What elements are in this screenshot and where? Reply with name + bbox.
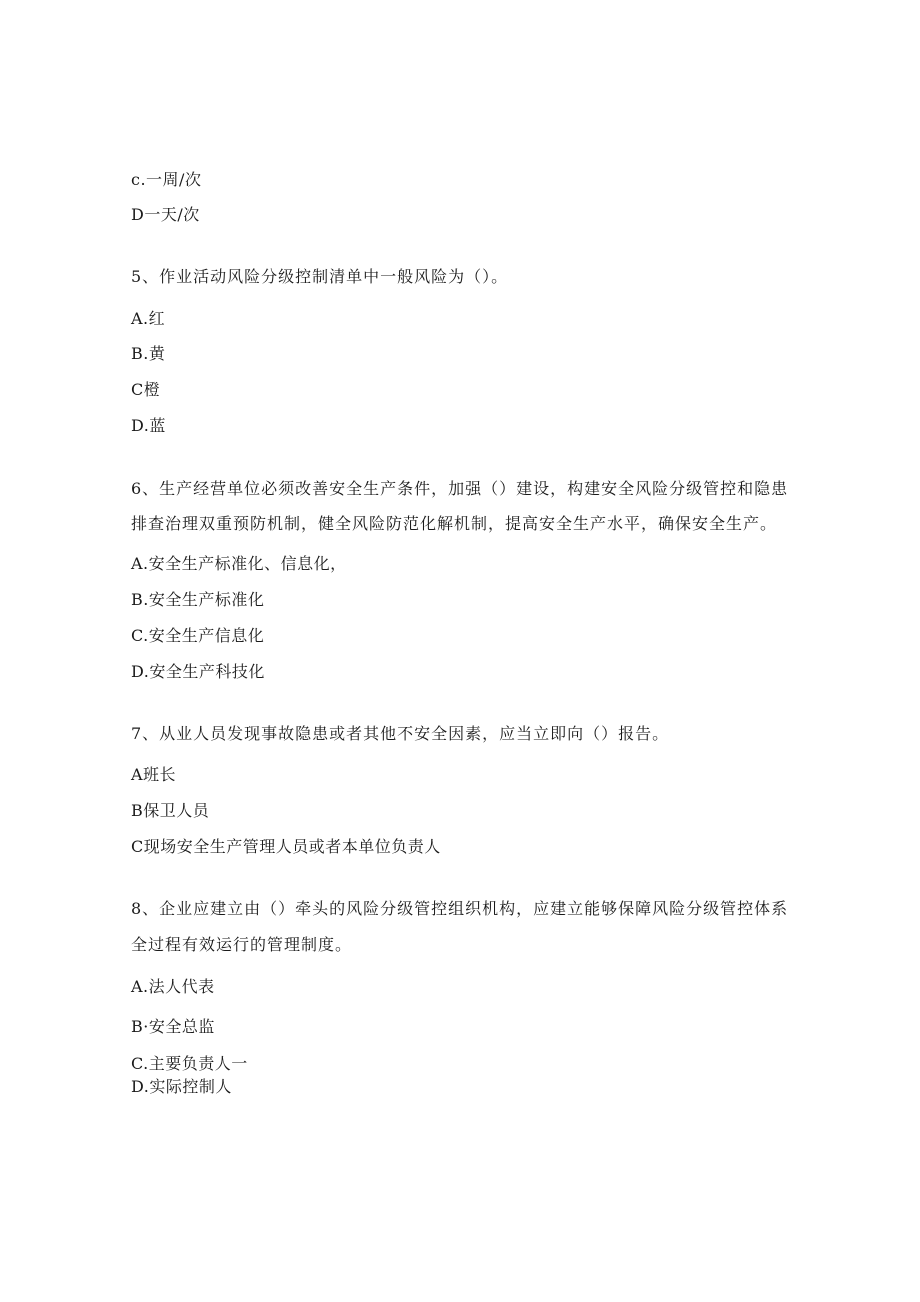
question-6-line-2: 排查治理双重预防机制，健全风险防范化解机制，提高安全生产水平，确保安全生产。 [131,514,778,533]
option-c: C.安全生产信息化 [131,626,265,645]
question-6-line-1: 6、生产经营单位必须改善安全生产条件，加强（）建设，构建安全风险分级管控和隐患 [131,479,789,498]
option-d: D.安全生产科技化 [131,662,265,681]
option-a: A班长 [131,765,177,784]
question-7: 7、从业人员发现事故隐患或者其他不安全因素，应当立即向（）报告。 [131,724,670,743]
option-b: B.黄 [131,344,166,363]
option-d: D.实际控制人 [131,1077,232,1096]
question-5: 5、作业活动风险分级控制清单中一般风险为（）。 [131,267,509,286]
option-a: A.安全生产标准化、信息化， [131,554,347,573]
option-a: A.法人代表 [131,977,215,996]
option-a: A.红 [131,309,166,328]
option-c: C橙 [131,380,161,399]
option-d: D一天/次 [131,205,200,224]
question-8-line-2: 全过程有效运行的管理制度。 [131,935,353,954]
option-c: C现场安全生产管理人员或者本单位负责人 [131,837,441,856]
question-8-line-1: 8、企业应建立由（）牵头的风险分级管控组织机构，应建立能够保障风险分级管控体系 [131,899,789,918]
option-b: B·安全总监 [131,1017,215,1036]
option-c: c.一周/次 [131,170,202,189]
option-b: B保卫人员 [131,801,210,820]
option-c: C.主要负责人一 [131,1054,248,1073]
option-b: B.安全生产标准化 [131,590,265,609]
option-d: D.蓝 [131,416,166,435]
